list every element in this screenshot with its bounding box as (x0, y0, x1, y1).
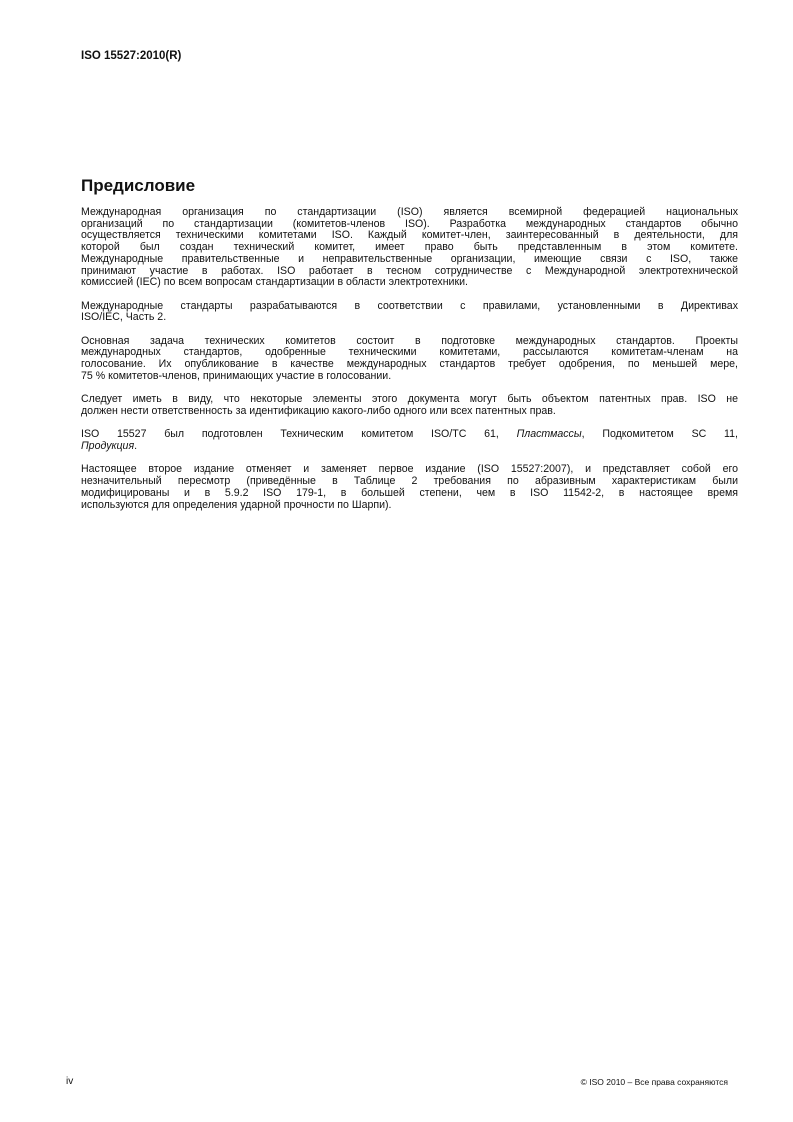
text-line: осуществляется техническими комитетами ISO. Каждый комитет-член, заинтересованный в деятельности, для (81, 229, 738, 242)
text-line: Международные правительственные и неправительственные организации, имеющие связи с ISO, также (81, 252, 738, 265)
copyright-notice: © ISO 2010 – Все права сохраняются (580, 1077, 728, 1087)
text-line: Настоящее второе издание отменяет и заменяет первое издание (ISO 15527:2007), и представляет собой его (81, 463, 738, 476)
text-segment: , Подкомитетом SC 11, (581, 428, 738, 441)
text-line: Основная задача технических комитетов состоит в подготовке международных стандартов. Проекты (81, 334, 738, 347)
page-number: iv (66, 1076, 74, 1087)
text-line: Международные стандарты разрабатываются в соответствии с правилами, установленными в Директивах (81, 299, 738, 312)
text-segment: ISO 15527 был подготовлен Техническим комитетом ISO/TC 61, (81, 428, 517, 441)
text-line (81, 429, 738, 441)
text-line: Следует иметь в виду, что некоторые элементы этого документа могут быть объектом патентных прав. ISO не (81, 393, 738, 406)
text-line: незначительный пересмотр (приведённые в Таблице 2 требования по абразивным характеристикам были (81, 475, 738, 488)
paragraph-patent-rights (81, 394, 738, 417)
text-line: организаций по стандартизации (комитетов-членов ISO). Разработка международных стандартов обычно (81, 217, 738, 230)
document-body (81, 207, 738, 523)
text-line: международных стандартов, одобренные техническими комитетами, рассылаются комитетам-членам на (81, 346, 738, 359)
text-line: которой был создан технический комитет, имеет право быть представленным в этом комитете. (81, 241, 738, 254)
text-line: комиссией (IEC) по всем вопросам стандартизации в области электротехники. (81, 276, 468, 289)
text-line: должен нести ответственность за идентификацию какого-либо одного или всех патентных прав. (81, 404, 556, 417)
text-line: принимают участие в работах. ISO работает в тесном сотрудничестве с Международной электротехнической (81, 264, 738, 277)
paragraph-iso-organization (81, 207, 738, 289)
document-id-header: ISO 15527:2010(R) (81, 50, 182, 62)
text-line: Международная организация по стандартизации (ISO) является всемирной федерацией национальных (81, 206, 738, 218)
paragraph-prepared-by (81, 429, 738, 452)
text-line: модифицированы и в 5.9.2 ISO 179-1, в большей степени, чем в ISO 11542-2, в настоящее время (81, 486, 738, 499)
page-title: Предисловие (81, 176, 196, 195)
paragraph-directives (81, 301, 738, 324)
italic-subcommittee-name: Продукция (81, 440, 135, 452)
text-line (81, 441, 738, 453)
text-line: голосование. Их опубликование в качестве международных стандартов требует одобрения, по меньшей мере, (81, 358, 738, 371)
text-line: ISO/IEC, Часть 2. (81, 311, 167, 324)
italic-committee-name: Пластмассы (516, 428, 582, 441)
paragraph-committees-task (81, 336, 738, 383)
text-line: 75 % комитетов-членов, принимающих участие в голосовании. (81, 369, 392, 382)
text-segment: . (134, 440, 138, 452)
paragraph-edition (81, 464, 738, 511)
text-line: используются для определения ударной прочности по Шарпи). (81, 498, 392, 511)
